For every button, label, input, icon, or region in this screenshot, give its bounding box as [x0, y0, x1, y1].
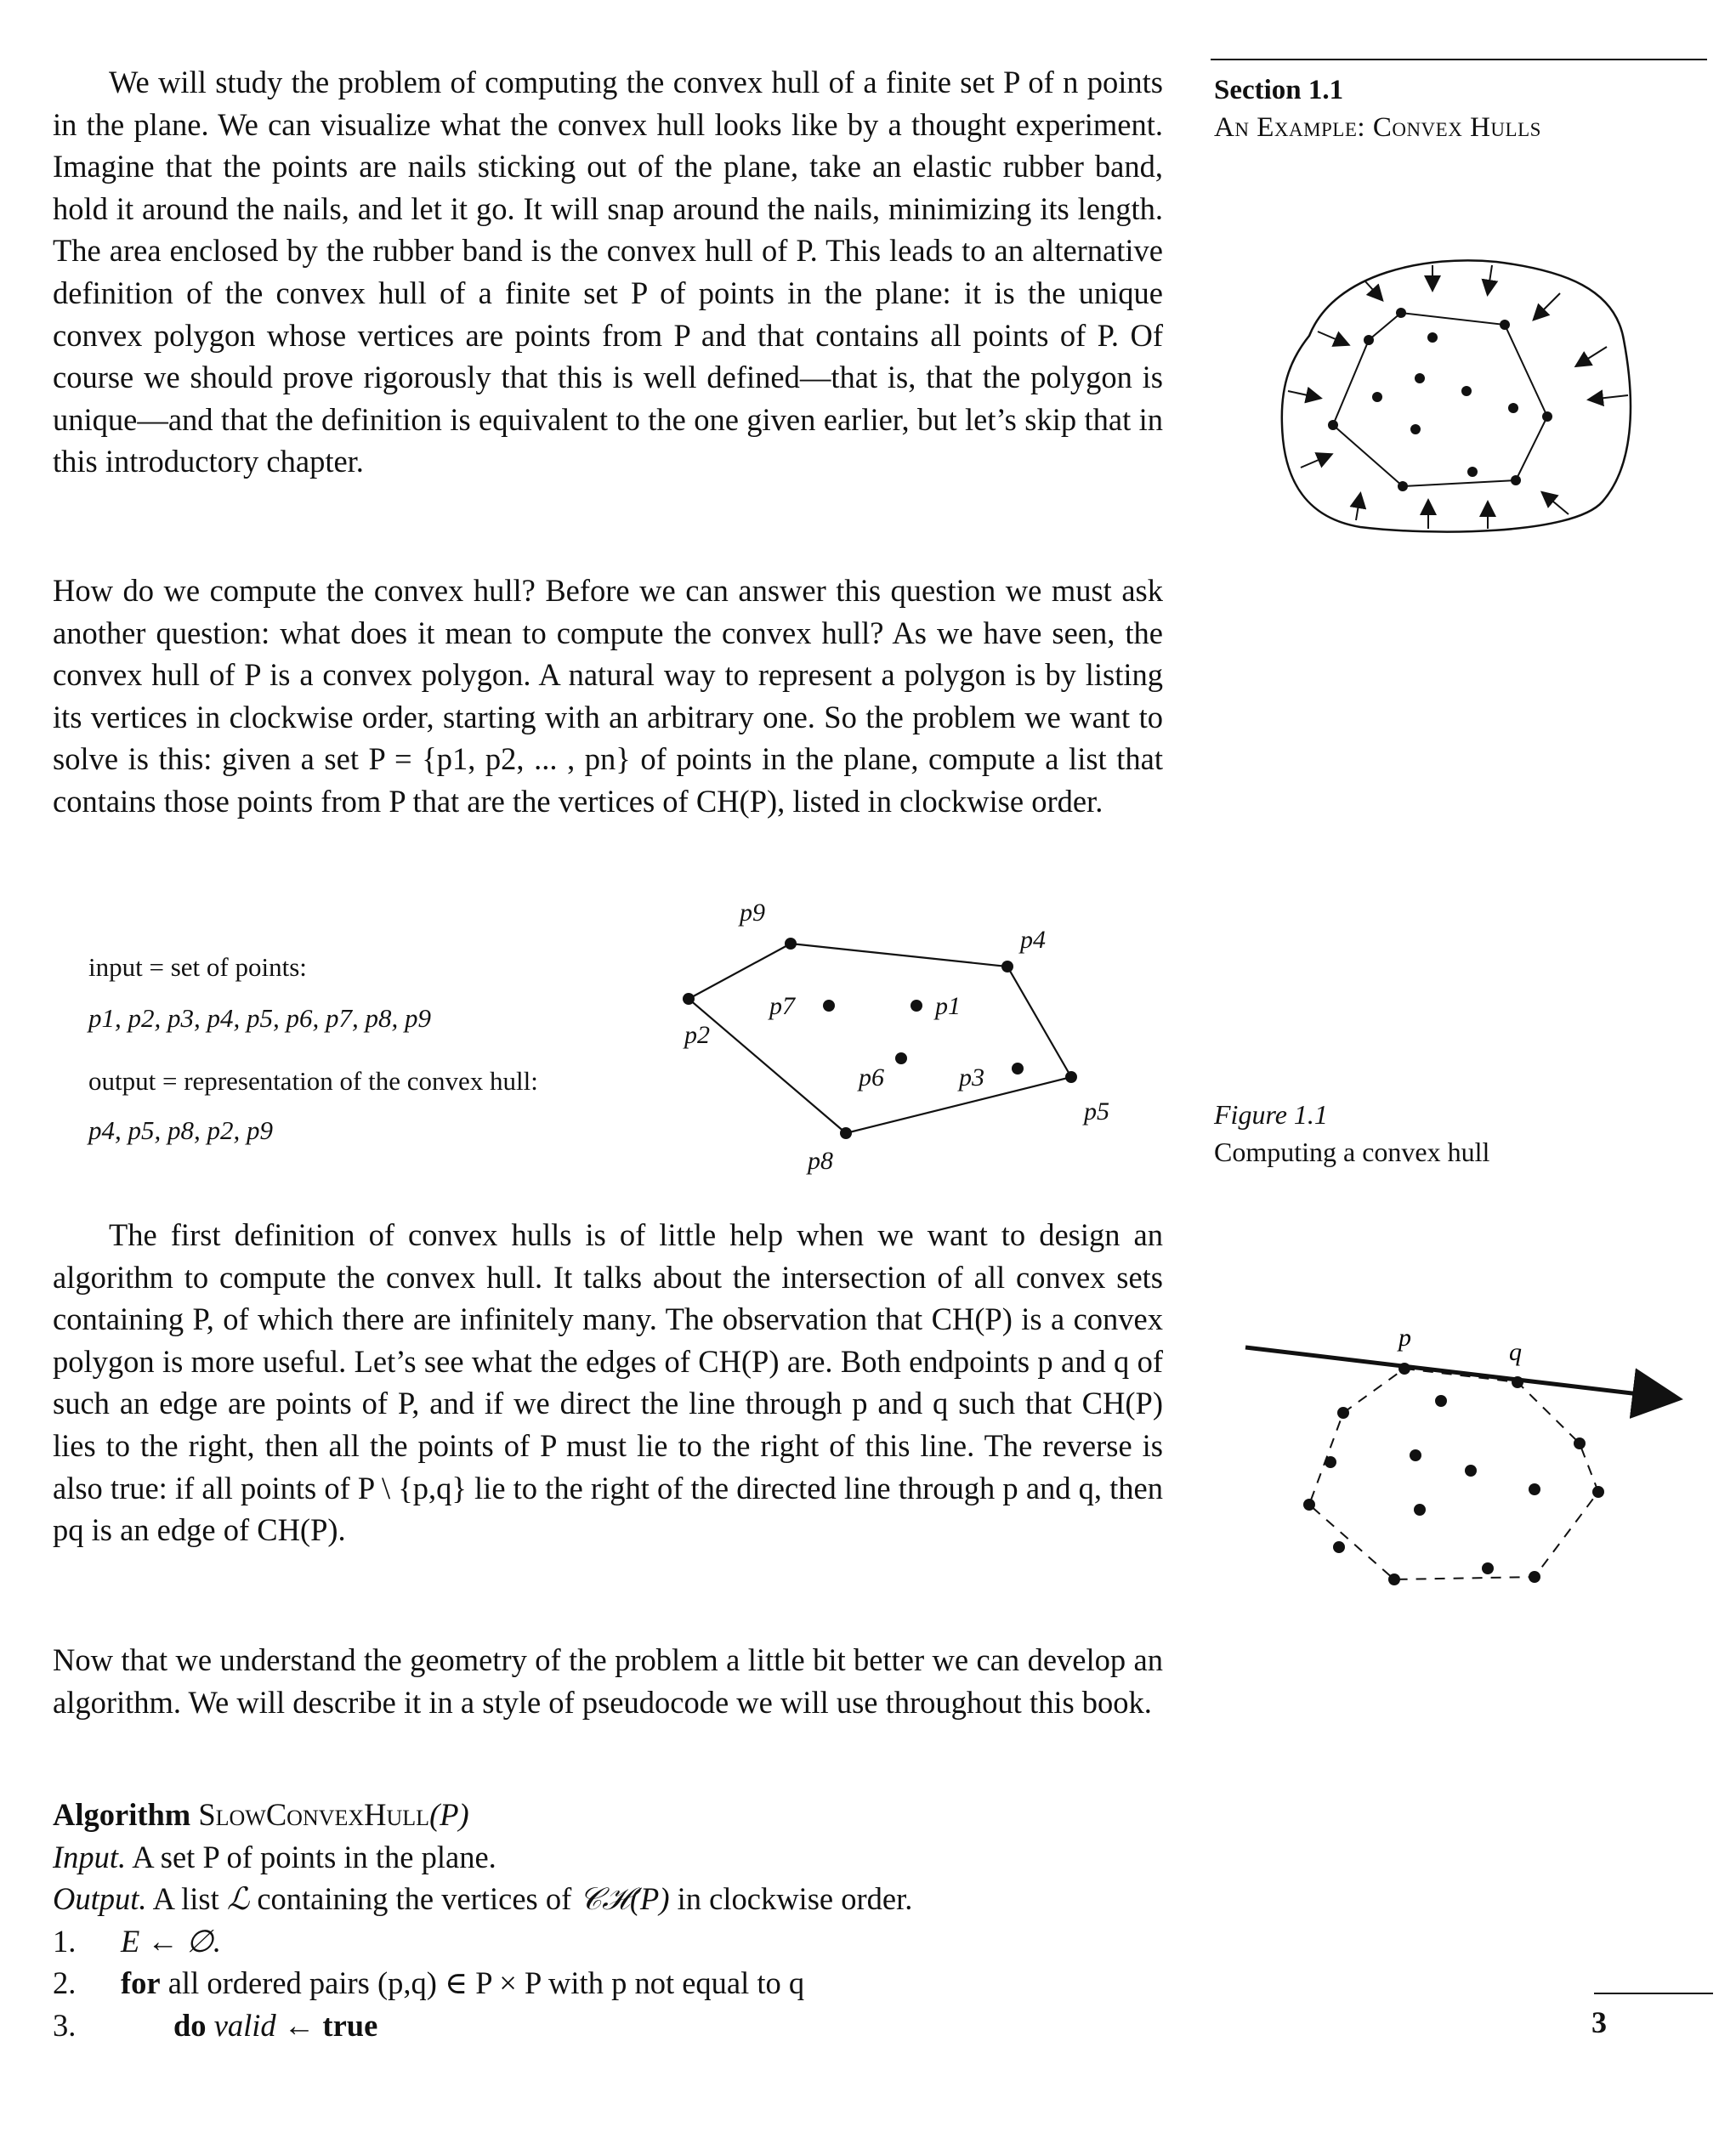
page-number: 3 [1591, 2005, 1607, 2039]
paragraph-2: How do we compute the convex hull? Before we can answer this question we must ask another question: what does it mean to compute the convex hull? As we have seen, the convex hull of P is a convex polygon. A natural way to represent a polygon is by listing its vertices in clockwise order, starting with an arbitrary one. So the problem we want to solve is this: given a set P = {p1, p2, ... , pn} of points in the plane, compute a list that contains those points from P that are the vertices of CH(P), listed in clockwise order. [53, 573, 1163, 819]
algorithm-output: Output. A list ℒ containing the vertices of 𝒞ℋ(P) in clockwise order. [53, 1881, 913, 1917]
paragraph-1: We will study the problem of computing the convex hull of a finite set P of n points in the plane. We can visualize what the convex hull looks like by a thought experiment. Imagine that the points are nails sticking out of the plane, take an elastic rubber band, hold it around the nails, and let it go. It will snap around the nails, minimizing its length. The area enclosed by the rubber band is the convex hull of P. This leads to an alternative definition of the convex hull of a finite set P of points in the plane: it is the unique convex polygon whose vertices are points from P and that contains all points of P. Of course we should prove rigorously that this is well defined—that is, that the polygon is unique—and that the definition is equivalent to the one given earlier, but let’s skip that in this introductory chapter. [53, 65, 1163, 479]
page-number-rule [1594, 1993, 1713, 1994]
rubber-band [1282, 260, 1631, 531]
labeled-hull-figure [672, 897, 1148, 1177]
label-p5: p5 [1084, 1097, 1109, 1126]
algorithm-output-pre: A list [152, 1881, 219, 1917]
point-p4 [1001, 961, 1013, 972]
point-p6 [895, 1052, 907, 1064]
label-p6: p6 [859, 1063, 884, 1092]
paragraph-3: The first definition of convex hulls is of little help when we want to design an algorithm to compute the convex hull. It talks about the intersection of all convex sets containing P, of which there are infinitely many. The observation that CH(P) is a convex polygon is more useful. Let’s see what the edges of CH(P) are. Both endpoints p and q of such an edge are points of P, and if we direct the line through p and q such that CH(P) lies to the right, then all the points of P must lie to the right of this line. The reverse is also true: if all points of P \ {p,q} lie to the right of the directed line through p and q, then pq is an edge of CH(P). [53, 1217, 1163, 1548]
algorithm-keyword: Algorithm [53, 1797, 191, 1832]
point-p9 [785, 938, 797, 950]
algorithm-step-3: 3. do valid ← true [53, 2007, 378, 2043]
label-p2: p2 [684, 1021, 710, 1049]
label-q: q [1509, 1338, 1522, 1366]
algorithm-output-label: Output. [53, 1881, 147, 1917]
label-p4: p4 [1020, 926, 1046, 954]
figure-output-label: output = representation of the convex hull: [88, 1066, 538, 1096]
figure-output-points: p4, p5, p8, p2, p9 [88, 1115, 273, 1145]
label-p7: p7 [769, 992, 795, 1020]
point-p8 [840, 1127, 852, 1139]
point-p2 [683, 993, 695, 1005]
algorithm-arg: (P) [429, 1797, 469, 1832]
section-number: Section 1.1 [1214, 75, 1344, 105]
point-p7 [823, 1000, 835, 1012]
figure-input-label: input = set of points: [88, 952, 307, 982]
point-p5 [1065, 1071, 1077, 1083]
label-p9: p9 [740, 899, 765, 927]
algorithm-block [53, 1794, 1163, 2047]
figure-caption: Computing a convex hull [1214, 1137, 1490, 1167]
dashed-hull [1309, 1369, 1598, 1579]
algorithm-output-post: in clockwise order. [677, 1881, 913, 1917]
label-p1: p1 [935, 992, 961, 1020]
point-p1 [911, 1000, 922, 1012]
point-p3 [1012, 1063, 1024, 1075]
algorithm-input-text: A set P of points in the plane. [132, 1839, 496, 1874]
section-title: An Example: Convex Hulls [1214, 112, 1541, 143]
paragraph-4: Now that we understand the geometry of the problem a little bit better we can develop an algorithm. We will describe it in a style of pseudocode we will use throughout this book. [53, 1642, 1163, 1720]
label-p8: p8 [808, 1147, 833, 1175]
sidebar-top-rule [1211, 59, 1707, 60]
label-p3: p3 [959, 1063, 984, 1092]
directed-line-figure [1241, 1318, 1692, 1615]
algorithm-header [53, 1794, 1163, 1836]
algorithm-input-label: Input. [53, 1839, 127, 1874]
algorithm-name: SlowConvexHull [198, 1797, 430, 1832]
rubber-band-figure [1275, 255, 1641, 544]
algorithm-input [53, 1836, 1163, 1879]
figure-label: Figure 1.1 [1214, 1099, 1328, 1130]
algorithm-step-1: 1. E ← ∅. [53, 1923, 221, 1959]
algorithm-step-2: 2. for all ordered pairs (p,q) ∈ P × P with p not equal to q [53, 1965, 805, 2001]
figure-input-points: p1, p2, p3, p4, p5, p6, p7, p8, p9 [88, 1003, 431, 1033]
hull-edges [689, 944, 1071, 1133]
algorithm-output-mid: containing the vertices of [257, 1881, 572, 1917]
label-p: p [1398, 1324, 1411, 1352]
directed-line [1245, 1347, 1675, 1398]
